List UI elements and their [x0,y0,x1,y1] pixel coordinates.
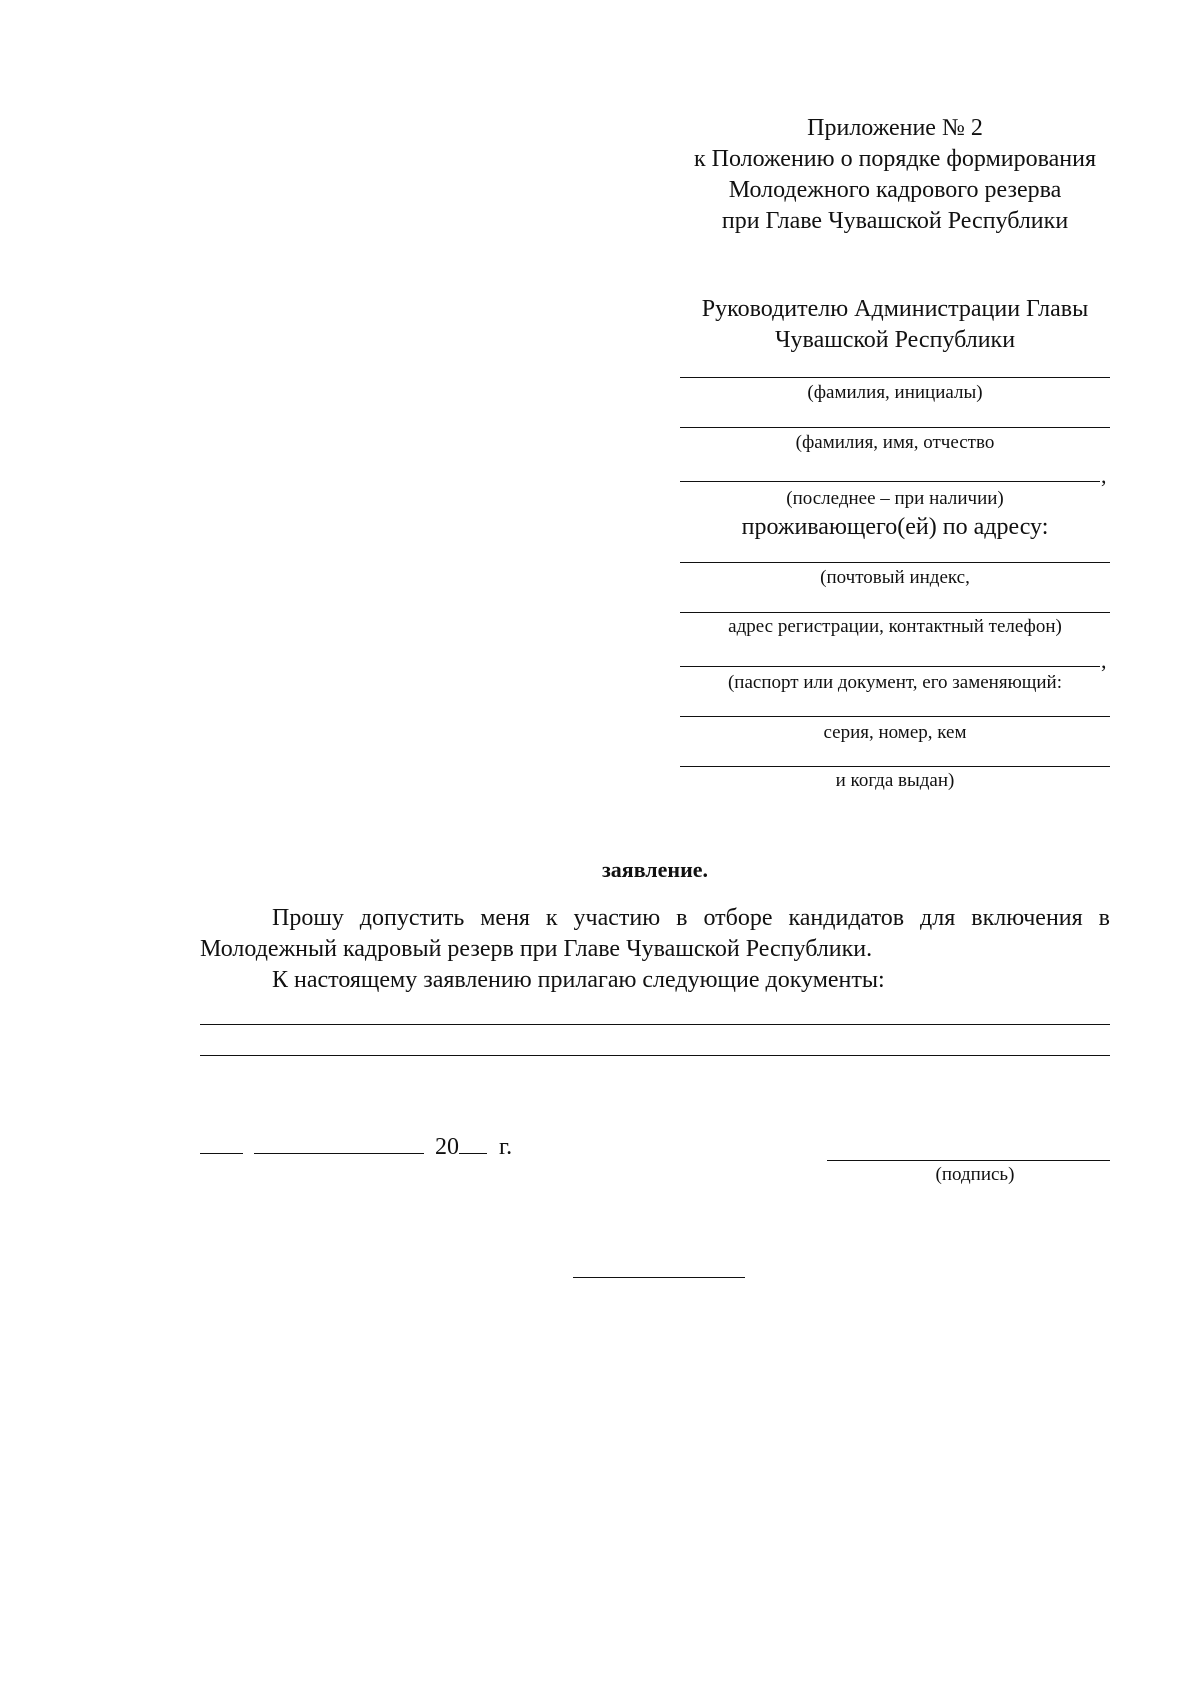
appendix-ref-line-1: к Положению о порядке формирования [693,146,1096,172]
full-name-field-line[interactable] [680,427,1110,428]
postal-index-caption: (почтовый индекс, [820,567,970,588]
attachments-field-line-2[interactable] [200,1055,1110,1056]
appendix-ref-line-2: Молодежного кадрового резерва [728,177,1062,203]
appendix-ref-line-3: при Главе Чувашской Республики [721,208,1069,234]
patronymic-field-line[interactable] [680,481,1100,482]
address-phone-caption: адрес регистрации, контактный телефон) [728,616,1062,637]
attachments-paragraph: К настоящему заявлению прилагаю следующие документы: [272,967,885,993]
signature-field-line[interactable] [827,1160,1110,1161]
full-name-caption: (фамилия, имя, отчество [795,432,995,453]
addressee-block [670,294,1120,356]
patronymic-comma: , [1101,463,1107,488]
passport-caption: (паспорт или документ, его заменяющий: [727,672,1063,693]
year-suffix: г. [499,1134,513,1160]
request-paragraph: Прошу допустить меня к участию в отборе кандидатов для включения в Молодежный кадровый резерв при Главе Чувашской Республики. [200,905,1110,962]
year-blank[interactable] [459,1131,487,1154]
appendix-header [670,113,1120,237]
address-continuation-field-line[interactable] [680,666,1100,667]
attachments-field-line-1[interactable] [200,1024,1110,1025]
year-prefix: 20 [435,1134,459,1160]
series-caption: серия, номер, кем [823,722,967,743]
passport-field-line[interactable] [680,716,1110,717]
issued-caption: и когда выдан) [835,770,955,791]
document-title: заявление. [601,857,709,882]
address-comma: , [1101,648,1107,673]
month-blank[interactable] [254,1131,424,1154]
closing-separator [573,1277,745,1278]
initials-field-line[interactable] [680,377,1110,378]
addressee-line-1: Руководителю Администрации Главы [701,296,1089,322]
date-field [200,1131,512,1162]
signature-caption: (подпись) [935,1164,1015,1185]
day-blank[interactable] [200,1131,243,1154]
addressee-line-2: Чувашской Республики [774,327,1016,353]
initials-caption: (фамилия, инициалы) [807,382,983,403]
postal-index-field-line[interactable] [680,562,1110,563]
living-address-label: проживающего(ей) по адресу: [741,514,1049,540]
address-phone-field-line[interactable] [680,612,1110,613]
appendix-number: Приложение № 2 [807,115,983,141]
issued-field-line[interactable] [680,766,1110,767]
patronymic-caption: (последнее – при наличии) [786,488,1004,509]
